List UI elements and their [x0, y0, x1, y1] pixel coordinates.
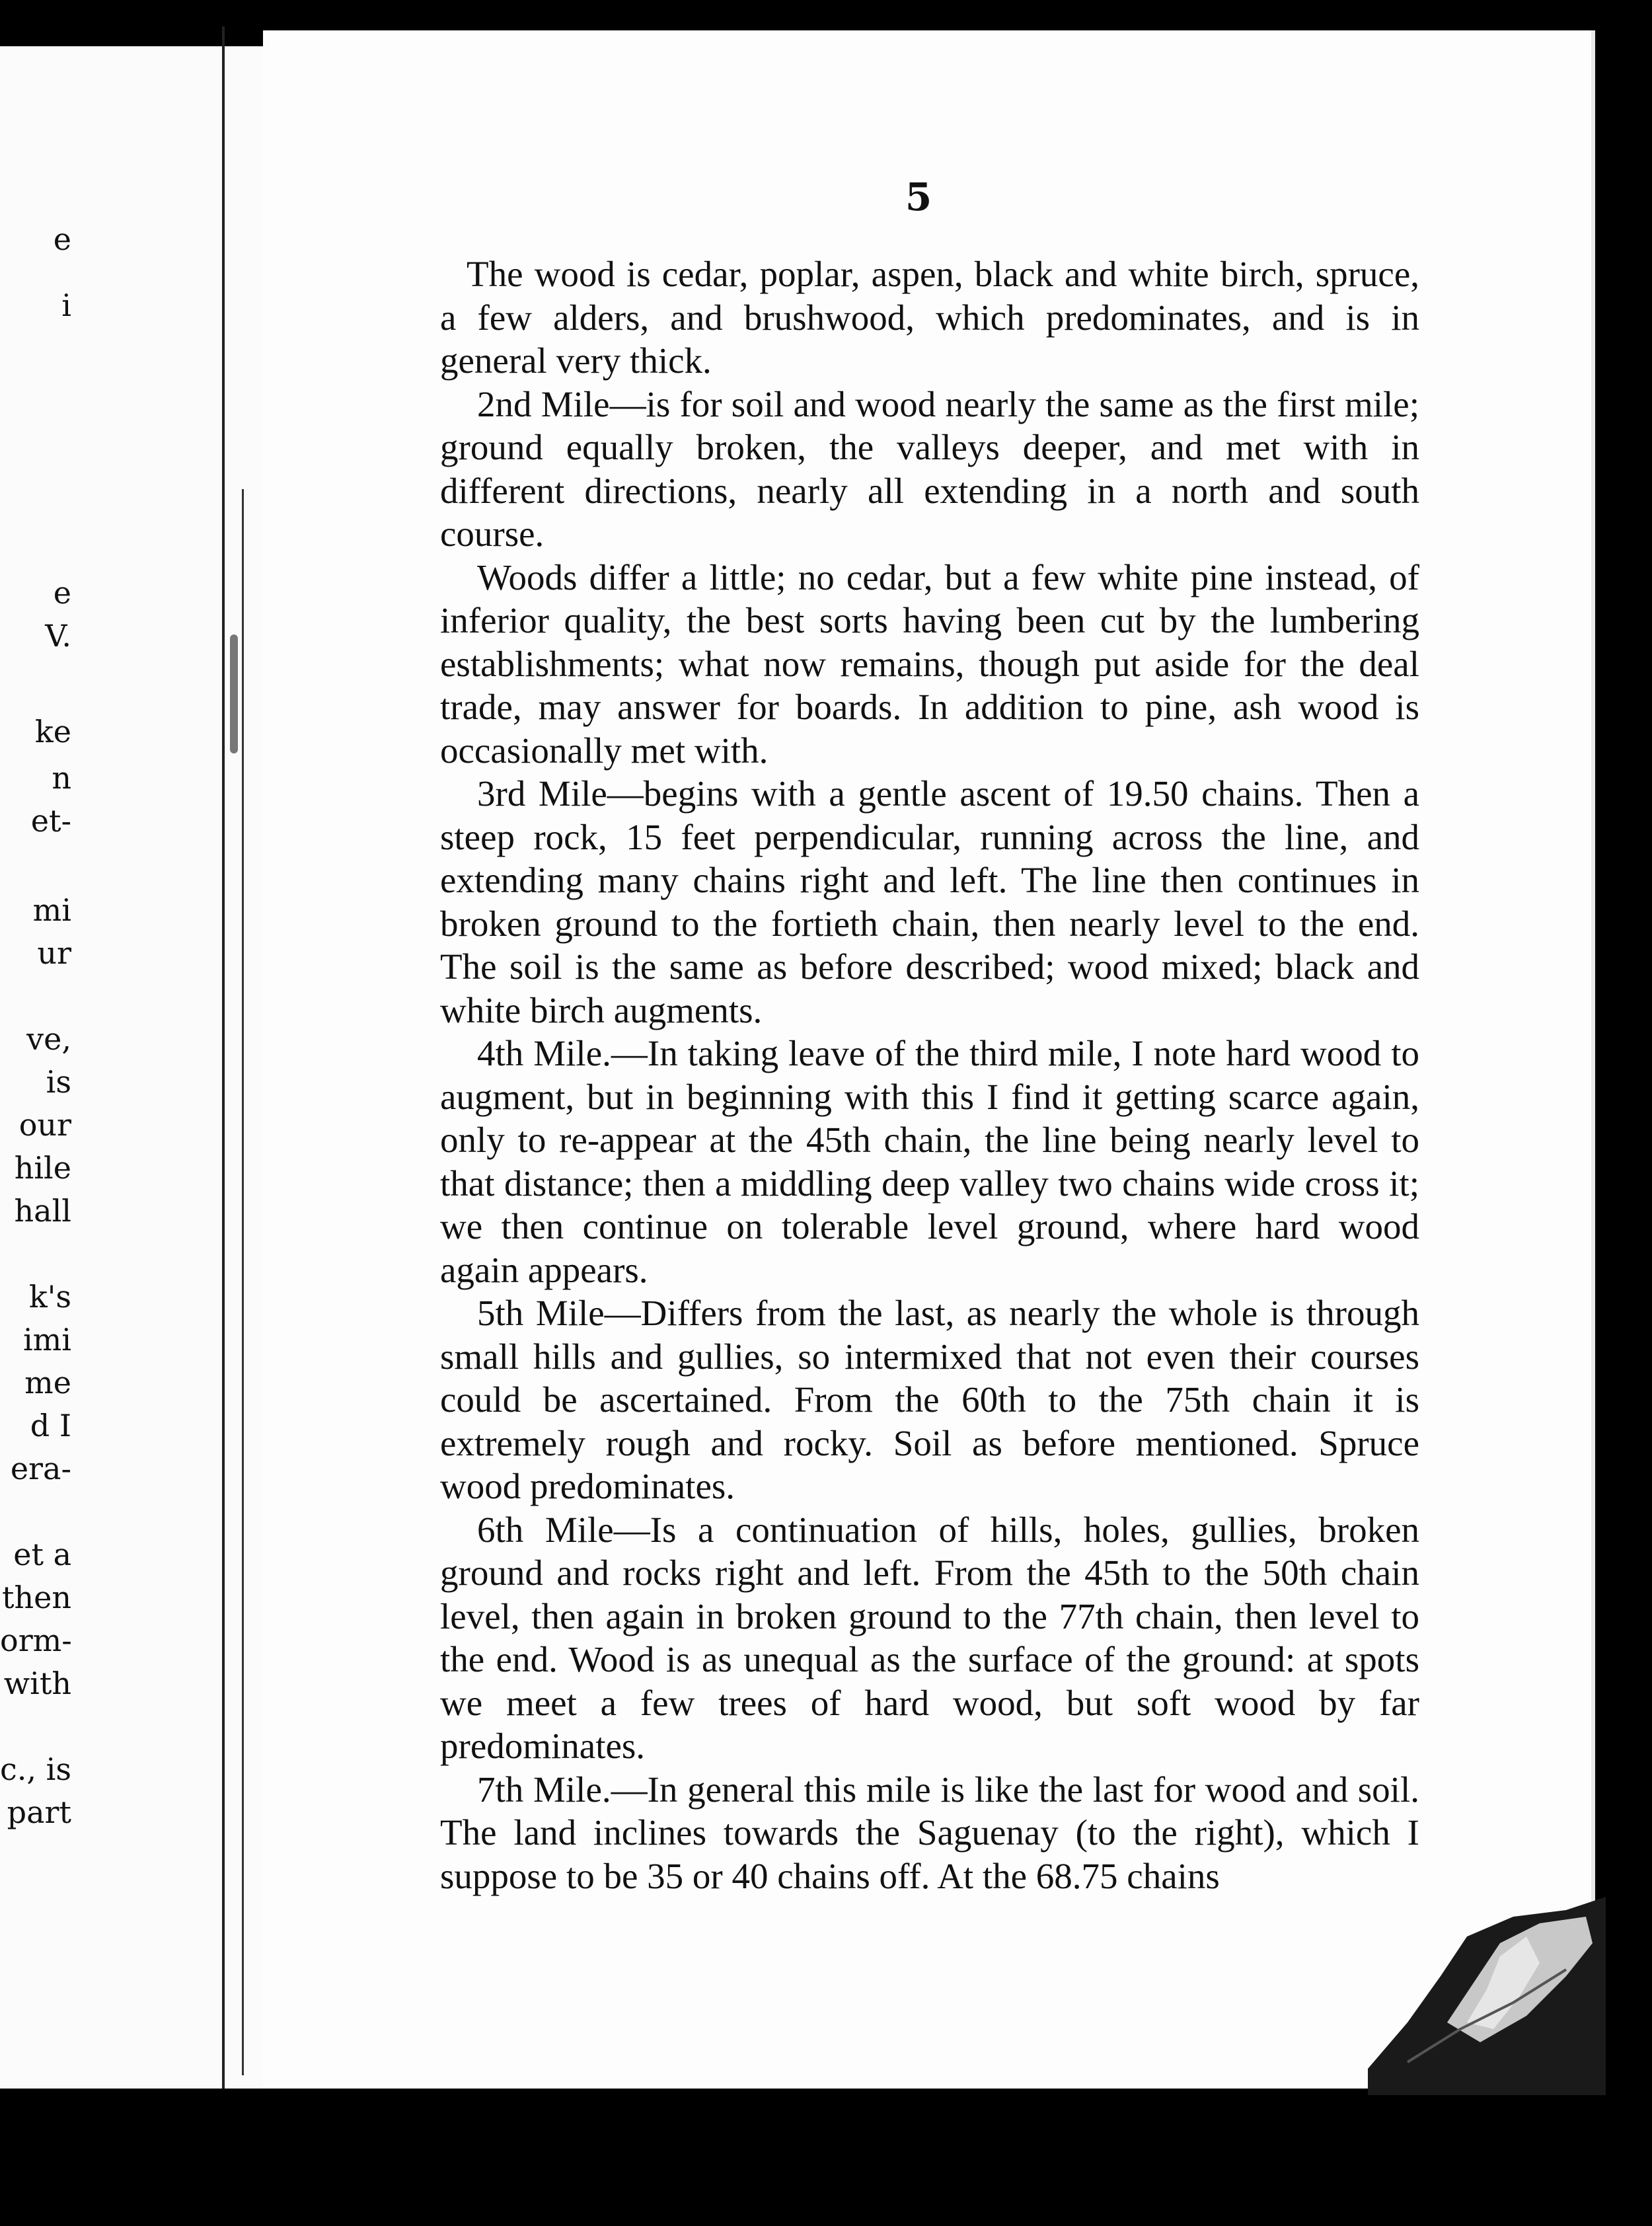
previous-page-fragment: i — [61, 288, 71, 323]
previous-page-fragment: me — [24, 1365, 71, 1401]
previous-page-fragment: ur — [37, 935, 71, 971]
paragraph-7th-mile: 7th Mile.—In general this mile is like the last for wood and soil. The land inclines towards the Saguenay (to the right), which I suppose to be 35 or 40 chains off. At the 68.75 chains — [440, 1769, 1419, 1896]
previous-page-fragment: hall — [14, 1193, 71, 1229]
previous-page-fragment: orm- — [0, 1623, 72, 1658]
previous-page-fragment: k's — [28, 1279, 71, 1315]
previous-page-fragment: part — [7, 1794, 71, 1830]
previous-page-fragment: hile — [14, 1150, 71, 1186]
body-text — [440, 252, 1419, 1898]
previous-page-fragment: with — [3, 1666, 71, 1701]
previous-page-fragment: e — [53, 221, 71, 257]
paragraph-woods-differ: Woods differ a little; no cedar, but a few white pine instead, of inferior quality, the best sorts having been cut by the lumbering establishments; what now remains, though put aside for the deal trade, may answer for boards. In addition to pine, ash wood is occasionally met with. — [440, 556, 1419, 771]
page-number: 5 — [905, 174, 932, 219]
torn-page-corner — [1368, 1897, 1606, 2095]
previous-page-fragment: imi — [22, 1322, 71, 1358]
previous-page-fragment: et- — [30, 803, 71, 839]
binding-fold-line — [222, 26, 225, 2089]
binding-inner-line — [242, 489, 244, 2075]
previous-page-fragment: et a — [13, 1537, 71, 1572]
page — [263, 30, 1595, 2089]
paragraph-5th-mile: 5th Mile—Differs from the last, as nearly the whole is through small hills and gullies, so intermixed that not even their courses could be ascertained. From the 60th to the 75th chain it is extremely rough and rocky. Soil as before mentioned. Spruce wood predominates. — [440, 1293, 1419, 1506]
previous-page-fragment: ke — [34, 714, 71, 749]
book-binding-gutter — [210, 26, 263, 2089]
previous-page-fragment: c., is — [0, 1751, 71, 1787]
paragraph-2nd-mile: 2nd Mile—is for soil and wood nearly the same as the first mile; ground equally broken, the valleys deeper, and met with in different directions, nearly all extending in a north and south course. — [440, 383, 1419, 554]
paragraph-3rd-mile: 3rd Mile—begins with a gentle ascent of 19.50 chains. Then a steep rock, 15 feet perpendicular, running across the line, and extending many chains right and left. The line then continues in broken ground to the fortieth chain, then nearly level to the end. The soil is the same as before described; wood mixed; black and white birch augments. — [440, 773, 1419, 1030]
previous-page-fragment: mi — [32, 892, 71, 928]
previous-page-fragment: d I — [30, 1408, 71, 1443]
paragraph-wood-types: The wood is cedar, poplar, aspen, black and white birch, spruce, a few alders, and brushwood, which predominates, and is in general very thick. — [440, 254, 1419, 381]
previous-page-fragment: era- — [10, 1451, 71, 1486]
previous-page-fragment: e — [53, 575, 71, 611]
previous-page-fragment: our — [19, 1107, 71, 1143]
paragraph-4th-mile: 4th Mile.—In taking leave of the third mile, I note hard wood to augment, but in beginning with this I find it getting scarce again, only to re-appear at the 45th chain, the line being nearly level to that distance; then a middling deep valley two chains wide cross it; we then continue on tolerable level ground, where hard wood again appears. — [440, 1033, 1419, 1290]
paragraph-6th-mile: 6th Mile—Is a continuation of hills, holes, gullies, broken ground and rocks right and left. From the 45th to the 50th chain level, then again in broken ground to the 77th chain, then level to the end. Wood is as unequal as the surface of the ground: at spots we meet a few trees of hard wood, but soft wood by far predominates. — [440, 1509, 1419, 1766]
previous-page-fragment: then — [2, 1580, 71, 1615]
previous-page-fragment: V. — [45, 618, 71, 654]
previous-page-fragment: n — [52, 760, 71, 796]
previous-page-fragment: is — [46, 1064, 71, 1100]
previous-page-fragment: ve, — [26, 1021, 71, 1057]
binding-thread — [230, 634, 238, 753]
